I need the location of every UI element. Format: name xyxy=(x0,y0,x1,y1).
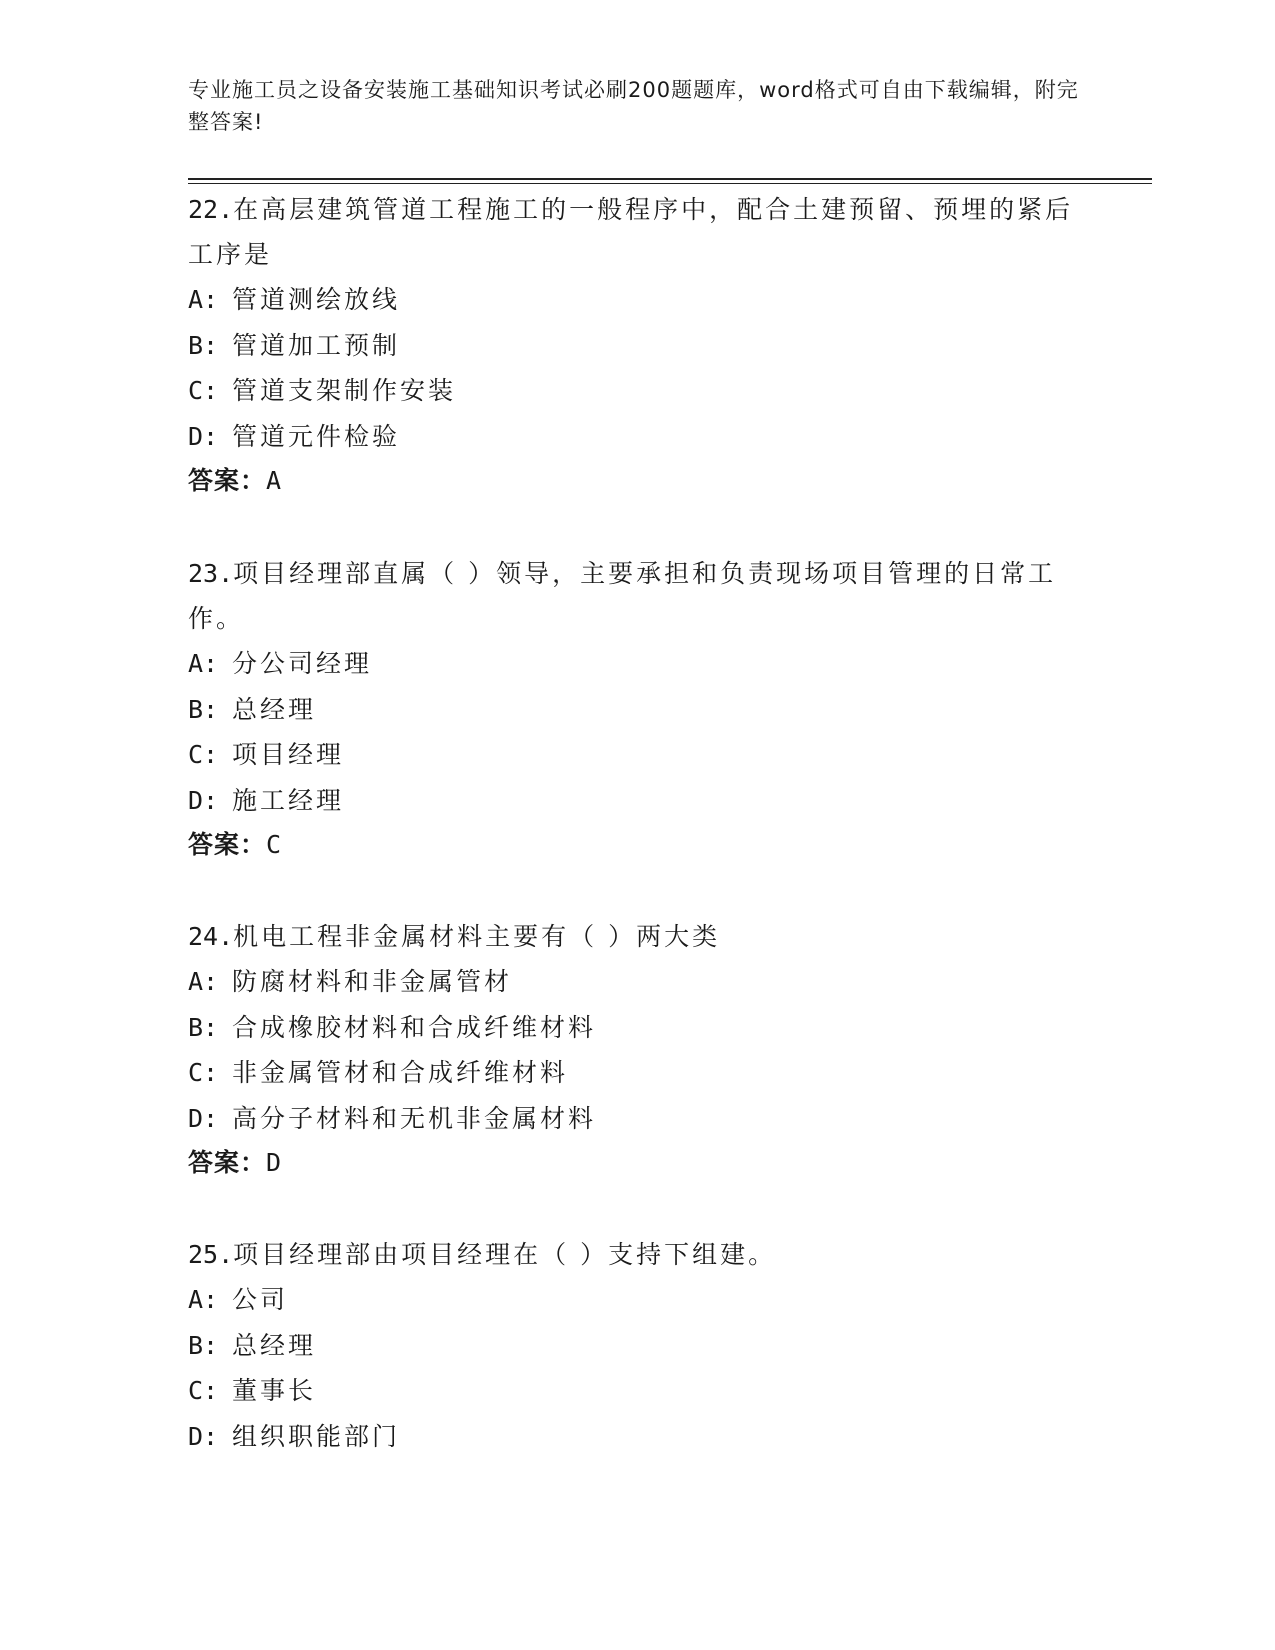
option-c xyxy=(188,368,1088,414)
question-stem xyxy=(188,914,1088,959)
option-text: 总经理 xyxy=(232,694,317,724)
option-text: 组织职能部门 xyxy=(232,1421,401,1451)
option-c xyxy=(188,732,1088,778)
option-key: A: xyxy=(188,649,219,678)
question-24 xyxy=(188,914,1088,1185)
option-text: 施工经理 xyxy=(232,785,345,815)
option-text: 管道测绘放线 xyxy=(232,285,401,314)
option-text: 防腐材料和非金属管材 xyxy=(232,967,513,996)
option-key: D: xyxy=(188,421,219,451)
option-d xyxy=(188,1414,1088,1460)
option-a xyxy=(188,1277,1088,1323)
option-b xyxy=(188,687,1088,733)
option-key: C: xyxy=(188,740,219,769)
answer-label: 答案： xyxy=(188,830,267,859)
header-note: 专业施工员之设备安装施工基础知识考试必刷200题题库，word格式可自由下载编辑，附完整答案! xyxy=(188,78,1079,134)
option-key: D: xyxy=(188,1103,219,1133)
question-25 xyxy=(188,1232,1088,1459)
option-text: 管道加工预制 xyxy=(232,330,401,360)
option-key: C: xyxy=(188,376,219,405)
option-c xyxy=(188,1050,1088,1096)
option-b xyxy=(188,1005,1088,1051)
option-d xyxy=(188,778,1088,824)
answer-line xyxy=(188,1141,1088,1185)
question-text: 项目经理部由项目经理在（ ）支持下组建。 xyxy=(233,1240,777,1269)
option-text: 管道支架制作安装 xyxy=(232,376,457,405)
question-number: 22. xyxy=(188,195,234,224)
option-key: B: xyxy=(188,330,219,360)
option-text: 高分子材料和无机非金属材料 xyxy=(232,1103,597,1133)
option-text: 董事长 xyxy=(232,1376,317,1405)
option-key: A: xyxy=(188,1285,219,1314)
answer-line xyxy=(188,459,1088,503)
option-key: B: xyxy=(188,1330,219,1360)
option-key: B: xyxy=(188,1012,219,1042)
option-text: 管道元件检验 xyxy=(232,421,401,451)
answer-value: C xyxy=(266,830,283,859)
question-number: 23. xyxy=(188,559,234,588)
option-key: C: xyxy=(188,1058,219,1087)
question-text: 在高层建筑管道工程施工的一般程序中，配合土建预留、预埋的紧后工序是 xyxy=(188,195,1074,269)
option-key: A: xyxy=(188,285,219,314)
header-divider-thin xyxy=(188,183,1152,184)
option-text: 合成橡胶材料和合成纤维材料 xyxy=(232,1012,597,1042)
option-b xyxy=(188,1323,1088,1369)
answer-line xyxy=(188,823,1088,867)
answer-label: 答案： xyxy=(188,1148,267,1177)
question-text: 项目经理部直属（ ）领导，主要承担和负责现场项目管理的日常工作。 xyxy=(188,559,1057,633)
option-d xyxy=(188,1096,1088,1142)
question-22 xyxy=(188,187,1088,503)
header-divider-thick xyxy=(188,178,1152,180)
question-stem xyxy=(188,187,1088,277)
question-stem xyxy=(188,551,1088,641)
question-stem xyxy=(188,1232,1088,1277)
question-number: 24. xyxy=(188,922,234,951)
question-number: 25. xyxy=(188,1240,234,1269)
option-a xyxy=(188,641,1088,687)
option-d xyxy=(188,414,1088,460)
option-text: 项目经理 xyxy=(232,740,345,769)
option-c xyxy=(188,1368,1088,1414)
option-text: 总经理 xyxy=(232,1330,317,1360)
answer-value: D xyxy=(266,1148,283,1177)
option-key: A: xyxy=(188,967,219,996)
option-text: 非金属管材和合成纤维材料 xyxy=(232,1058,569,1087)
option-key: C: xyxy=(188,1376,219,1405)
option-key: D: xyxy=(188,785,219,815)
option-text: 公司 xyxy=(232,1285,289,1314)
option-key: D: xyxy=(188,1421,219,1451)
answer-label: 答案： xyxy=(188,466,267,495)
question-23 xyxy=(188,551,1088,867)
option-key: B: xyxy=(188,694,219,724)
option-a xyxy=(188,277,1088,323)
question-text: 机电工程非金属材料主要有（ ）两大类 xyxy=(233,922,721,951)
option-text: 分公司经理 xyxy=(232,649,373,678)
answer-value: A xyxy=(266,466,283,495)
option-b xyxy=(188,323,1088,369)
option-a xyxy=(188,959,1088,1005)
